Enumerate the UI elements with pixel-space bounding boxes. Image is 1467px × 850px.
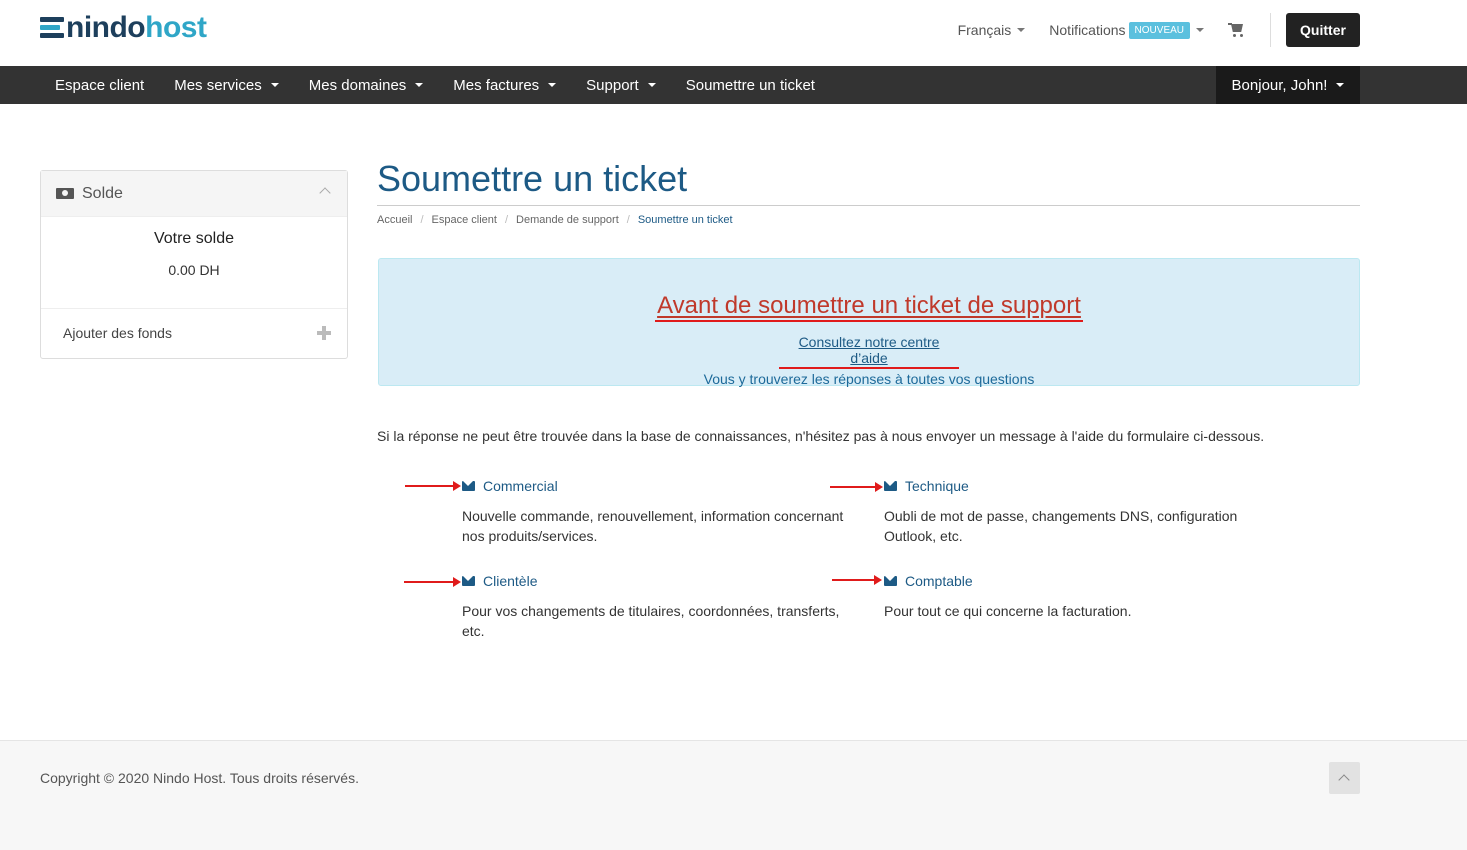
caret-down-icon xyxy=(1196,28,1204,32)
department-commercial xyxy=(462,476,857,546)
header-divider xyxy=(1270,13,1271,47)
envelope-icon xyxy=(462,576,475,586)
language-dropdown[interactable]: Français xyxy=(958,22,1026,38)
department-link-commercial[interactable]: Commercial xyxy=(483,478,558,494)
page-title: Soumettre un ticket xyxy=(377,158,688,199)
department-technique xyxy=(884,476,1279,546)
envelope-icon xyxy=(462,481,475,491)
logo-text: nindohost xyxy=(66,11,207,44)
top-header xyxy=(0,0,1467,66)
footer xyxy=(0,740,1467,850)
logo-icon xyxy=(40,15,64,41)
balance-label: Votre solde xyxy=(153,230,235,247)
annotation-arrow xyxy=(832,579,876,581)
caret-down-icon xyxy=(648,83,656,87)
chevron-up-icon[interactable] xyxy=(319,187,330,198)
department-link-technique[interactable]: Technique xyxy=(905,478,969,494)
caret-down-icon xyxy=(415,83,423,87)
balance-value: 0.00 DH xyxy=(168,262,220,278)
envelope-icon xyxy=(884,576,897,586)
cart-icon[interactable] xyxy=(1228,23,1244,37)
money-icon xyxy=(56,188,74,199)
notifications-badge: NOUVEAU xyxy=(1129,22,1190,39)
breadcrumb-current: Soumettre un ticket xyxy=(637,214,733,226)
breadcrumb: Accueil / Espace client / Demande de support / Soumettre un ticket xyxy=(377,214,733,226)
caret-down-icon xyxy=(1017,28,1025,32)
copyright-text: Copyright © 2020 Nindo Host. Tous droits réservés. xyxy=(40,770,359,786)
department-description: Pour tout ce qui concerne la facturation. xyxy=(884,603,1132,619)
caret-down-icon xyxy=(271,83,279,87)
nav-support[interactable]: Support xyxy=(571,66,671,104)
annotation-arrow xyxy=(405,485,455,487)
intro-text: Si la réponse ne peut être trouvée dans la base de connaissances, n'hésitez pas à nous envoyer un message à l'aide du formulaire ci-dessous. xyxy=(377,428,1265,444)
logo[interactable] xyxy=(40,12,206,44)
annotation-arrow xyxy=(404,581,455,583)
notifications-dropdown[interactable]: Notifications NOUVEAU xyxy=(1049,22,1204,39)
top-right-menu xyxy=(958,13,1360,47)
breadcrumb-demande-support[interactable]: Demande de support xyxy=(516,214,619,226)
annotation-arrow xyxy=(830,486,877,488)
logout-button[interactable]: Quitter xyxy=(1286,13,1360,47)
department-clientele xyxy=(462,571,857,641)
balance-panel xyxy=(40,170,348,359)
caret-down-icon xyxy=(1336,83,1344,87)
breadcrumb-espace-client[interactable]: Espace client xyxy=(431,214,497,226)
department-link-comptable[interactable]: Comptable xyxy=(905,573,973,589)
alert-subtitle: Vous y trouverez les réponses à toutes vos questions xyxy=(703,371,1035,387)
help-center-link[interactable]: Consultez notre centre d’aide xyxy=(779,334,959,369)
title-divider xyxy=(377,205,1360,206)
nav-mes-factures[interactable]: Mes factures xyxy=(438,66,571,104)
back-to-top-button[interactable] xyxy=(1329,762,1360,794)
envelope-icon xyxy=(884,481,897,491)
nav-mes-services[interactable]: Mes services xyxy=(159,66,294,104)
nav-soumettre-ticket[interactable]: Soumettre un ticket xyxy=(685,76,815,94)
department-description: Pour vos changements de titulaires, coordonnées, transferts, etc. xyxy=(462,603,840,639)
breadcrumb-accueil[interactable]: Accueil xyxy=(377,214,413,226)
balance-panel-body xyxy=(41,217,347,309)
department-description: Oubli de mot de passe, changements DNS, configuration Outlook, etc. xyxy=(884,508,1238,544)
nav-mes-domaines[interactable]: Mes domaines xyxy=(294,66,439,104)
department-description: Nouvelle commande, renouvellement, information concernant nos produits/services. xyxy=(462,508,844,544)
caret-down-icon xyxy=(548,83,556,87)
help-center-alert xyxy=(378,258,1360,386)
balance-panel-header[interactable]: Solde xyxy=(41,171,347,217)
plus-icon xyxy=(317,326,331,340)
user-menu-dropdown[interactable]: Bonjour, John! xyxy=(1216,66,1360,104)
nav-espace-client[interactable]: Espace client xyxy=(55,76,145,94)
department-comptable xyxy=(884,571,1279,621)
add-funds-link[interactable]: Ajouter des fonds xyxy=(41,309,347,357)
department-link-clientele[interactable]: Clientèle xyxy=(483,573,538,589)
alert-title: Avant de soumettre un ticket de support xyxy=(655,293,1083,322)
main-navbar xyxy=(0,66,1467,104)
